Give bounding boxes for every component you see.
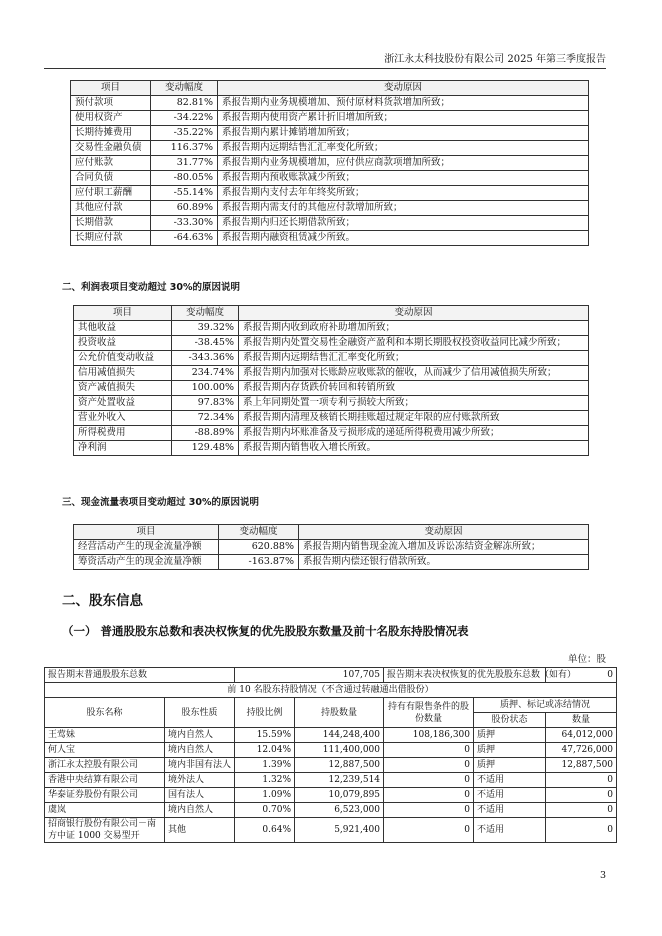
change-rate-cell: 72.34% bbox=[172, 411, 239, 426]
shareholder-name: 香港中央结算有限公司 bbox=[45, 773, 165, 788]
col-header: 项目 bbox=[74, 525, 219, 540]
restricted-qty: 108,186,300 bbox=[384, 728, 474, 743]
reason-cell: 系报告期内偿还银行借款所致。 bbox=[299, 555, 589, 570]
pledge-qty: 47,726,000 bbox=[546, 743, 617, 758]
table-row bbox=[71, 111, 589, 126]
pledge-status: 质押 bbox=[474, 743, 546, 758]
pledge-status: 质押 bbox=[474, 758, 546, 773]
reason-cell: 系上年同期处置一项专利亏损较大所致； bbox=[239, 396, 589, 411]
reason-cell: 系报告期内归还长期借款所致； bbox=[218, 216, 589, 231]
table-row bbox=[71, 171, 589, 186]
change-rate-cell: -38.45% bbox=[172, 336, 239, 351]
item-cell: 资产处置收益 bbox=[74, 396, 172, 411]
table-row bbox=[74, 411, 589, 426]
change-rate-cell: 116.37% bbox=[151, 141, 218, 156]
shareholder-name: 华泰证券股份有限公司 bbox=[45, 788, 165, 803]
change-rate-cell: -80.05% bbox=[151, 171, 218, 186]
income-change-table bbox=[73, 305, 589, 456]
item-cell: 其他收益 bbox=[74, 321, 172, 336]
table-row bbox=[74, 351, 589, 366]
change-rate-cell: -35.22% bbox=[151, 126, 218, 141]
restricted-qty: 0 bbox=[384, 818, 474, 843]
col-header: 变动原因 bbox=[218, 81, 589, 96]
change-rate-cell: -88.89% bbox=[172, 426, 239, 441]
total-shareholders-label: 报告期末普通股股东总数 bbox=[45, 668, 235, 683]
reason-cell: 系报告期内加强对长账龄应收账款的催收，从而减少了信用减值损失所致； bbox=[239, 366, 589, 381]
change-rate-cell: -33.30% bbox=[151, 216, 218, 231]
item-cell: 净利润 bbox=[74, 441, 172, 456]
reason-cell: 系报告期内预收账款减少所致； bbox=[218, 171, 589, 186]
change-rate-cell: -163.87% bbox=[219, 555, 299, 570]
item-cell: 投资收益 bbox=[74, 336, 172, 351]
change-rate-cell: 129.48% bbox=[172, 441, 239, 456]
col-header: 持股比例 bbox=[235, 698, 295, 728]
shareholder-nature: 境内自然人 bbox=[165, 803, 235, 818]
page-number: 3 bbox=[599, 870, 606, 881]
col-header: 股份状态 bbox=[474, 713, 546, 728]
table-row bbox=[74, 336, 589, 351]
shareholder-table bbox=[44, 667, 617, 843]
section-title-income: 二、利润表项目变动超过 30%的原因说明 bbox=[62, 282, 241, 293]
col-header: 变动幅度 bbox=[219, 525, 299, 540]
item-cell: 公允价值变动收益 bbox=[74, 351, 172, 366]
shareholder-row bbox=[45, 728, 617, 743]
change-rate-cell: 82.81% bbox=[151, 96, 218, 111]
table-row bbox=[74, 555, 589, 570]
change-rate-cell: 234.74% bbox=[172, 366, 239, 381]
table-row bbox=[71, 126, 589, 141]
item-cell: 交易性金融负债 bbox=[71, 141, 151, 156]
summary-row bbox=[45, 668, 617, 683]
col-header-group: 质押、标记或冻结情况 bbox=[474, 698, 617, 713]
item-cell: 资产减值损失 bbox=[74, 381, 172, 396]
holding-qty: 12,239,514 bbox=[295, 773, 384, 788]
item-cell: 信用减值损失 bbox=[74, 366, 172, 381]
pledge-qty: 0 bbox=[546, 788, 617, 803]
page-header: 浙江永太科技股份有限公司 2025 年第三季度报告 bbox=[44, 50, 606, 69]
col-header: 变动幅度 bbox=[172, 306, 239, 321]
col-header: 变动原因 bbox=[299, 525, 589, 540]
col-header: 变动幅度 bbox=[151, 81, 218, 96]
reason-cell: 系报告期内销售收入增长所致。 bbox=[239, 441, 589, 456]
holding-qty: 111,400,000 bbox=[295, 743, 384, 758]
shareholder-name: 招商银行股份有限公司－南方中证 1000 交易型开 bbox=[45, 818, 165, 843]
change-rate-cell: -343.36% bbox=[172, 351, 239, 366]
table-header-row bbox=[74, 525, 589, 540]
item-cell: 长期应付款 bbox=[71, 231, 151, 246]
holding-ratio: 12.04% bbox=[235, 743, 295, 758]
col-header: 股东名称 bbox=[45, 698, 165, 728]
restricted-qty: 0 bbox=[384, 773, 474, 788]
col-header: 持股数量 bbox=[295, 698, 384, 728]
table-row bbox=[71, 96, 589, 111]
caption-row bbox=[45, 683, 617, 698]
col-header: 变动原因 bbox=[239, 306, 589, 321]
balance-change-table bbox=[70, 80, 589, 246]
table-row bbox=[74, 396, 589, 411]
shareholder-row bbox=[45, 818, 617, 843]
pledge-status: 不适用 bbox=[474, 803, 546, 818]
holding-qty: 5,921,400 bbox=[295, 818, 384, 843]
cashflow-change-table bbox=[73, 524, 589, 570]
holding-ratio: 0.70% bbox=[235, 803, 295, 818]
change-rate-cell: 60.89% bbox=[151, 201, 218, 216]
restricted-qty: 0 bbox=[384, 743, 474, 758]
pledge-qty: 12,887,500 bbox=[546, 758, 617, 773]
shareholder-name: 王莺妹 bbox=[45, 728, 165, 743]
unit-label: 单位：股 bbox=[567, 654, 606, 665]
holding-qty: 6,523,000 bbox=[295, 803, 384, 818]
section-title-cash: 三、现金流量表项目变动超过 30%的原因说明 bbox=[62, 497, 260, 508]
item-cell: 预付款项 bbox=[71, 96, 151, 111]
col-header: 项目 bbox=[74, 306, 172, 321]
table-row bbox=[71, 231, 589, 246]
preferred-holders-label: 报告期末表决权恢复的优先股股东总数（如有） bbox=[384, 668, 546, 683]
shareholder-name: 浙江永太控股有限公司 bbox=[45, 758, 165, 773]
pledge-qty: 0 bbox=[546, 818, 617, 843]
item-cell: 长期待摊费用 bbox=[71, 126, 151, 141]
change-rate-cell: -55.14% bbox=[151, 186, 218, 201]
item-cell: 经营活动产生的现金流量净额 bbox=[74, 540, 219, 555]
item-cell: 长期借款 bbox=[71, 216, 151, 231]
change-rate-cell: 620.88% bbox=[219, 540, 299, 555]
change-rate-cell: -34.22% bbox=[151, 111, 218, 126]
shareholder-nature: 境内自然人 bbox=[165, 743, 235, 758]
reason-cell: 系报告期内清理及核销长期挂账超过规定年限的应付账款所致 bbox=[239, 411, 589, 426]
holding-ratio: 1.32% bbox=[235, 773, 295, 788]
reason-cell: 系报告期内远期结售汇汇率变化所致； bbox=[218, 141, 589, 156]
total-shareholders-value: 107,705 bbox=[235, 668, 384, 683]
holding-ratio: 1.39% bbox=[235, 758, 295, 773]
section-heading-shareholders: 二、股东信息 bbox=[62, 593, 143, 609]
pledge-qty: 0 bbox=[546, 803, 617, 818]
pledge-status: 不适用 bbox=[474, 773, 546, 788]
item-cell: 合同负债 bbox=[71, 171, 151, 186]
shareholder-nature: 国有法人 bbox=[165, 788, 235, 803]
change-rate-cell: -64.63% bbox=[151, 231, 218, 246]
shareholder-row bbox=[45, 743, 617, 758]
shareholder-nature: 境外法人 bbox=[165, 773, 235, 788]
shareholder-nature: 其他 bbox=[165, 818, 235, 843]
holding-qty: 12,887,500 bbox=[295, 758, 384, 773]
reason-cell: 系报告期内业务规模增加、预付原材料货款增加所致； bbox=[218, 96, 589, 111]
holding-ratio: 1.09% bbox=[235, 788, 295, 803]
reason-cell: 系报告期内支付去年年终奖所致； bbox=[218, 186, 589, 201]
holding-qty: 144,248,400 bbox=[295, 728, 384, 743]
restricted-qty: 0 bbox=[384, 758, 474, 773]
reason-cell: 系报告期内需支付的其他应付款增加所致； bbox=[218, 201, 589, 216]
shareholder-name: 虞岚 bbox=[45, 803, 165, 818]
col-header: 数量 bbox=[546, 713, 617, 728]
change-rate-cell: 31.77% bbox=[151, 156, 218, 171]
table-row bbox=[71, 141, 589, 156]
col-header: 股东性质 bbox=[165, 698, 235, 728]
shareholder-name: 何人宝 bbox=[45, 743, 165, 758]
holding-ratio: 15.59% bbox=[235, 728, 295, 743]
restricted-qty: 0 bbox=[384, 788, 474, 803]
reason-cell: 系报告期内累计摊销增加所致； bbox=[218, 126, 589, 141]
table-header-row bbox=[45, 698, 617, 713]
shareholder-row bbox=[45, 773, 617, 788]
reason-cell: 系报告期内收到政府补助增加所致； bbox=[239, 321, 589, 336]
pledge-status: 不适用 bbox=[474, 818, 546, 843]
table-row bbox=[74, 366, 589, 381]
table-row bbox=[74, 426, 589, 441]
reason-cell: 系报告期内处置交易性金融资产盈利和本期长期股权投资收益同比减少所致； bbox=[239, 336, 589, 351]
holding-qty: 10,079,895 bbox=[295, 788, 384, 803]
subsection-heading: （一） 普通股股东总数和表决权恢复的优先股股东数量及前十名股东持股情况表 bbox=[62, 624, 469, 638]
change-rate-cell: 100.00% bbox=[172, 381, 239, 396]
table-row bbox=[71, 186, 589, 201]
reason-cell: 系报告期内业务规模增加，应付供应商款项增加所致； bbox=[218, 156, 589, 171]
reason-cell: 系报告期内存货跌价转回和转销所致 bbox=[239, 381, 589, 396]
shareholder-nature: 境内自然人 bbox=[165, 728, 235, 743]
holding-ratio: 0.64% bbox=[235, 818, 295, 843]
table-row bbox=[74, 381, 589, 396]
table-row bbox=[74, 540, 589, 555]
item-cell: 应付账款 bbox=[71, 156, 151, 171]
shareholder-row bbox=[45, 758, 617, 773]
reason-cell: 系报告期内使用资产累计折旧增加所致； bbox=[218, 111, 589, 126]
shareholder-row bbox=[45, 803, 617, 818]
table-row bbox=[71, 216, 589, 231]
preferred-holders-value: 0 bbox=[546, 668, 617, 683]
item-cell: 所得税费用 bbox=[74, 426, 172, 441]
item-cell: 其他应付款 bbox=[71, 201, 151, 216]
reason-cell: 系报告期内融资租赁减少所致。 bbox=[218, 231, 589, 246]
table-row bbox=[74, 441, 589, 456]
top10-caption: 前 10 名股东持股情况（不含通过转融通出借股份） bbox=[45, 683, 617, 698]
restricted-qty: 0 bbox=[384, 803, 474, 818]
shareholder-nature: 境内非国有法人 bbox=[165, 758, 235, 773]
item-cell: 使用权资产 bbox=[71, 111, 151, 126]
pledge-qty: 64,012,000 bbox=[546, 728, 617, 743]
pledge-status: 不适用 bbox=[474, 788, 546, 803]
col-header: 持有有限售条件的股份数量 bbox=[384, 698, 474, 728]
col-header: 项目 bbox=[71, 81, 151, 96]
change-rate-cell: 97.83% bbox=[172, 396, 239, 411]
table-row bbox=[71, 201, 589, 216]
item-cell: 应付职工薪酬 bbox=[71, 186, 151, 201]
item-cell: 筹资活动产生的现金流量净额 bbox=[74, 555, 219, 570]
table-row bbox=[71, 156, 589, 171]
shareholder-row bbox=[45, 788, 617, 803]
table-row bbox=[74, 321, 589, 336]
pledge-qty: 0 bbox=[546, 773, 617, 788]
reason-cell: 系报告期内远期结售汇汇率变化所致； bbox=[239, 351, 589, 366]
reason-cell: 系报告期内坏账准备及亏损形成的递延所得税费用减少所致； bbox=[239, 426, 589, 441]
pledge-status: 质押 bbox=[474, 728, 546, 743]
table-header-row bbox=[74, 306, 589, 321]
change-rate-cell: 39.32% bbox=[172, 321, 239, 336]
reason-cell: 系报告期内销售现金流入增加及诉讼冻结资金解冻所致； bbox=[299, 540, 589, 555]
item-cell: 营业外收入 bbox=[74, 411, 172, 426]
table-header-row bbox=[71, 81, 589, 96]
